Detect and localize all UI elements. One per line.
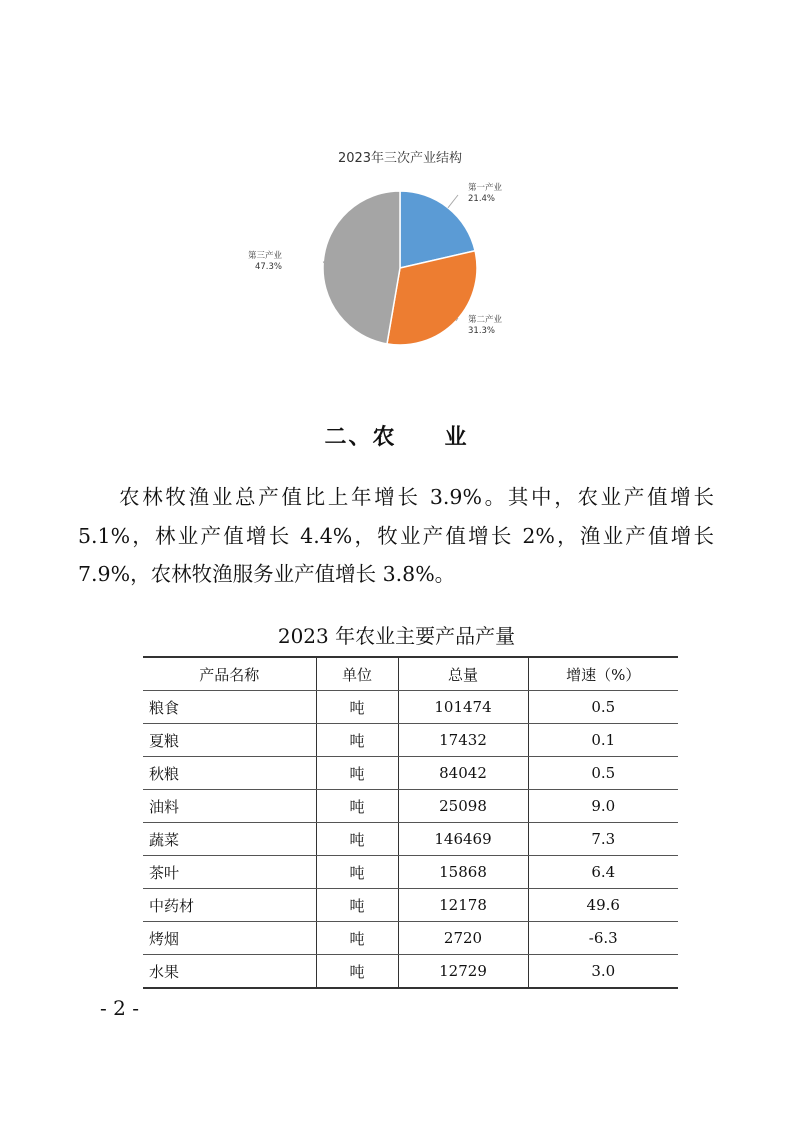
table-cell: 25098 <box>398 790 528 823</box>
table-cell: 17432 <box>398 724 528 757</box>
column-header: 增速（%） <box>528 657 678 691</box>
body-paragraph: 农林牧渔业总产值比上年增长 3.9%。其中，农业产值增长 5.1%，林业产值增长 4.4%，牧业产值增长 2%，渔业产值增长 7.9%，农林牧渔服务业产值增长 3.8%。 <box>78 485 714 587</box>
table-cell: 12729 <box>398 955 528 989</box>
slice-value-label: 47.3% <box>254 262 282 272</box>
chart-title: 2023年三次产业结构 <box>337 151 463 166</box>
table-cell: 油料 <box>143 790 316 823</box>
slice-value-label: 31.3% <box>468 326 496 336</box>
table-cell: 0.1 <box>528 724 678 757</box>
table-cell: 2720 <box>398 922 528 955</box>
page-number: - 2 - <box>100 996 139 1020</box>
table-row <box>143 790 678 823</box>
table-cell: 吨 <box>316 955 398 989</box>
table-cell: 烤烟 <box>143 922 316 955</box>
table-cell: 0.5 <box>528 691 678 724</box>
slice-value-label: 21.4% <box>468 194 496 204</box>
table-cell: 吨 <box>316 757 398 790</box>
table-cell: 吨 <box>316 724 398 757</box>
table-cell: 粮食 <box>143 691 316 724</box>
slice-label: 第三产业 <box>247 251 282 261</box>
table-cell: -6.3 <box>528 922 678 955</box>
table-cell: 3.0 <box>528 955 678 989</box>
table-cell: 水果 <box>143 955 316 989</box>
leader-line <box>323 261 324 263</box>
column-header: 总量 <box>398 657 528 691</box>
table-cell: 吨 <box>316 889 398 922</box>
table-cell: 7.3 <box>528 823 678 856</box>
table-cell: 吨 <box>316 823 398 856</box>
pie-slice <box>323 191 400 344</box>
slice-label: 第一产业 <box>468 183 503 193</box>
table-cell: 101474 <box>398 691 528 724</box>
table-row <box>143 691 678 724</box>
table-cell: 0.5 <box>528 757 678 790</box>
section-heading: 二、农 业 <box>324 424 469 450</box>
column-header: 单位 <box>316 657 398 691</box>
table-row <box>143 724 678 757</box>
table-row <box>143 955 678 989</box>
table-cell: 吨 <box>316 856 398 889</box>
table-cell: 秋粮 <box>143 757 316 790</box>
table-cell: 吨 <box>316 691 398 724</box>
leader-line <box>448 195 458 208</box>
table-cell: 茶叶 <box>143 856 316 889</box>
table-cell: 84042 <box>398 757 528 790</box>
table-row <box>143 823 678 856</box>
table-cell: 夏粮 <box>143 724 316 757</box>
table-row <box>143 856 678 889</box>
slice-label: 第二产业 <box>468 315 503 325</box>
table-cell: 49.6 <box>528 889 678 922</box>
table-cell: 9.0 <box>528 790 678 823</box>
table-cell: 蔬菜 <box>143 823 316 856</box>
table-cell: 中药材 <box>143 889 316 922</box>
table-cell: 6.4 <box>528 856 678 889</box>
table-cell: 15868 <box>398 856 528 889</box>
production-table <box>143 656 678 989</box>
table-cell: 吨 <box>316 790 398 823</box>
table-row <box>143 922 678 955</box>
table-row <box>143 757 678 790</box>
table-title: 2023 年农业主要产品产量 <box>277 624 516 648</box>
table-cell: 吨 <box>316 922 398 955</box>
table-row <box>143 889 678 922</box>
table-cell: 12178 <box>398 889 528 922</box>
column-header: 产品名称 <box>143 657 316 691</box>
table-cell: 146469 <box>398 823 528 856</box>
pie-chart <box>200 140 600 360</box>
